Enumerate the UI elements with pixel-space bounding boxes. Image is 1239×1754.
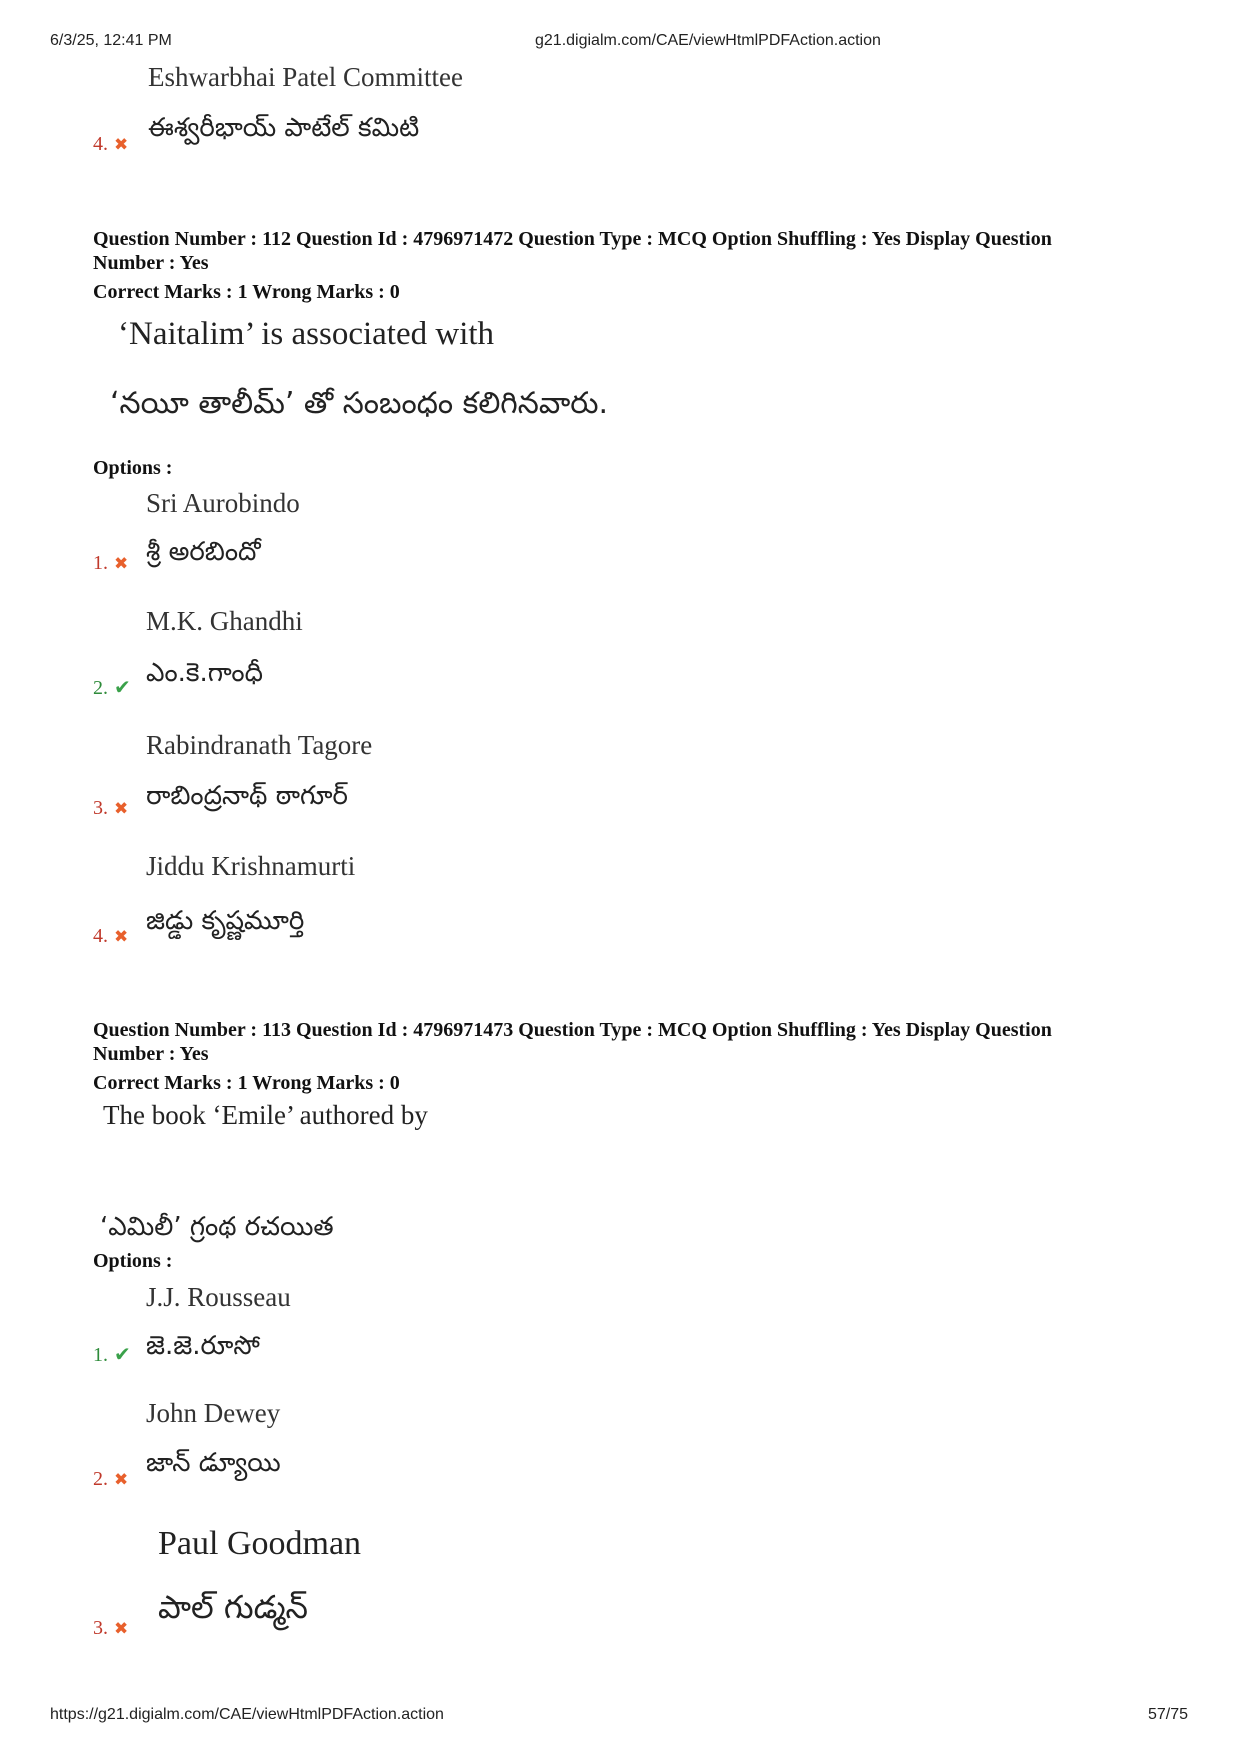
wrong-mark-icon: ✖ xyxy=(114,1619,129,1638)
q113-option-3-number: 3. ✖ xyxy=(93,1617,129,1639)
q113-option-1-number: 1. ✔ xyxy=(93,1344,131,1366)
q112-option-1-telugu: శ్రీ అరబిందో xyxy=(146,537,261,567)
q112-option-4-telugu: జిడ్డు కృష్ణమూర్తి xyxy=(146,906,305,936)
q112-option-1-number: 1. ✖ xyxy=(93,552,129,574)
footer-page-number: 57/75 xyxy=(1148,1706,1189,1723)
q113-option-2-telugu: జాన్ డ్యూయి xyxy=(146,1448,281,1478)
question-112-text-english: ‘Naitalim’ is associated with xyxy=(118,316,495,352)
wrong-mark-icon: ✖ xyxy=(114,135,129,154)
q112-option-1-english: Sri Aurobindo xyxy=(146,488,300,518)
question-113-options-label: Options : xyxy=(93,1250,173,1272)
q113-option-3-english: Paul Goodman xyxy=(158,1525,362,1562)
q112-option-3-english: Rabindranath Tagore xyxy=(146,730,373,760)
correct-check-icon: ✔ xyxy=(114,1344,131,1366)
prev-option-number: 4. ✖ xyxy=(93,133,129,155)
q113-option-3-telugu: పాల్ గుడ్మన్ xyxy=(158,1588,309,1626)
q113-option-1-telugu: జె.జె.రూసో xyxy=(146,1331,260,1361)
q112-option-3-telugu: రాబింద్రనాథ్ ఠాగూర్ xyxy=(146,781,348,811)
prev-option-telugu: ఈశ్వరీభాయ్ పాటేల్ కమిటి xyxy=(148,113,420,143)
wrong-mark-icon: ✖ xyxy=(114,799,129,818)
question-112-options-label: Options : xyxy=(93,457,173,479)
q112-option-3-number: 3. ✖ xyxy=(93,797,129,819)
q113-option-2-number: 2. ✖ xyxy=(93,1468,129,1490)
question-113-text-telugu: ‘ఎమిలీ’ గ్రంథ రచయిత xyxy=(100,1212,334,1242)
question-113-text-english: The book ‘Emile’ authored by xyxy=(103,1100,428,1130)
question-113-marks: Correct Marks : 1 Wrong Marks : 0 xyxy=(93,1072,400,1094)
q113-option-1-english: J.J. Rousseau xyxy=(146,1282,291,1312)
wrong-mark-icon: ✖ xyxy=(114,927,129,946)
q112-option-2-telugu: ఎం.కె.గాంధీ xyxy=(146,658,263,688)
wrong-mark-icon: ✖ xyxy=(114,1470,129,1489)
footer-url: https://g21.digialm.com/CAE/viewHtmlPDFAction.action xyxy=(50,1706,444,1723)
q112-option-4-number: 4. ✖ xyxy=(93,925,129,947)
correct-check-icon: ✔ xyxy=(114,677,131,699)
q113-option-2-english: John Dewey xyxy=(146,1398,281,1428)
q112-option-2-number: 2. ✔ xyxy=(93,677,131,699)
prev-option-english: Eshwarbhai Patel Committee xyxy=(148,62,463,92)
question-113-meta-line2: Number : Yes xyxy=(93,1043,209,1065)
question-112-meta-line1: Question Number : 112 Question Id : 4796971472 Question Type : MCQ Option Shuffling : Yes Display Question xyxy=(93,228,1052,250)
print-datetime: 6/3/25, 12:41 PM xyxy=(50,32,172,49)
question-112-marks: Correct Marks : 1 Wrong Marks : 0 xyxy=(93,281,400,303)
q112-option-2-english: M.K. Ghandhi xyxy=(146,606,303,636)
print-url: g21.digialm.com/CAE/viewHtmlPDFAction.action xyxy=(535,32,881,49)
wrong-mark-icon: ✖ xyxy=(114,554,129,573)
question-113-meta-line1: Question Number : 113 Question Id : 4796971473 Question Type : MCQ Option Shuffling : Yes Display Question xyxy=(93,1019,1052,1041)
question-112-text-telugu: ‘నయీ తాలీమ్’ తో సంబంధం కలిగినవారు. xyxy=(110,386,609,421)
question-112-meta-line2: Number : Yes xyxy=(93,252,209,274)
q112-option-4-english: Jiddu Krishnamurti xyxy=(146,851,356,881)
